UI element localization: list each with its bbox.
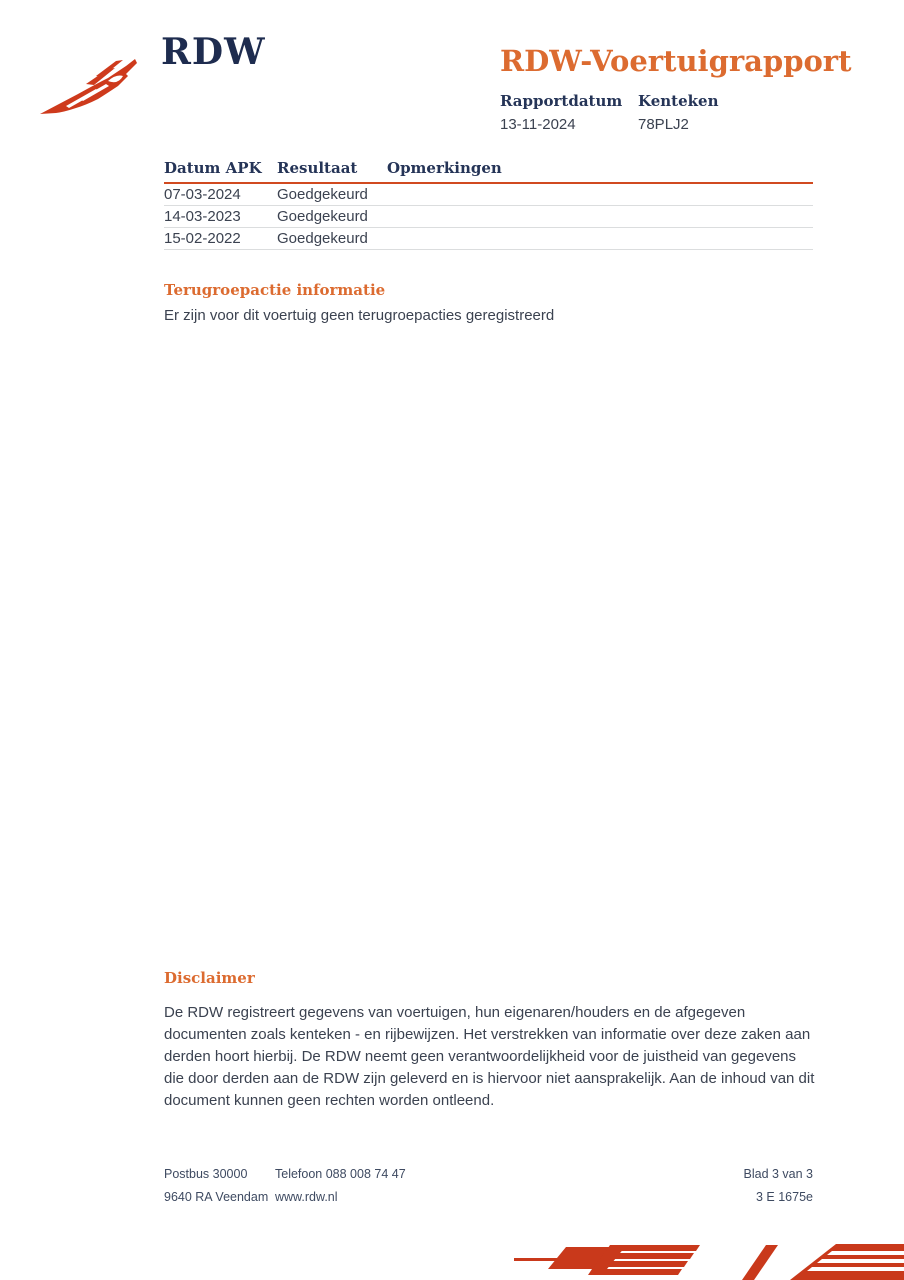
footer-postbus: Postbus 30000 [164, 1167, 248, 1181]
footer-page-number: Blad 3 van 3 [743, 1167, 813, 1181]
report-date-field [500, 92, 638, 133]
cell-resultaat: Goedgekeurd [277, 208, 368, 225]
footer-city: 9640 RA Veendam [164, 1190, 269, 1204]
recall-heading: Terugroepactie informatie [164, 281, 386, 299]
report-date-label: Rapportdatum [500, 92, 623, 110]
cell-resultaat: Goedgekeurd [277, 186, 368, 203]
cell-opmerkingen [387, 228, 813, 249]
cell-opmerkingen [387, 206, 813, 227]
cell-datum: 14-03-2023 [164, 208, 241, 225]
disclaimer-heading: Disclaimer [164, 969, 255, 987]
table-header-row [164, 159, 813, 184]
table-row [164, 206, 813, 228]
footer-page-info [744, 1168, 814, 1214]
apk-history-table [164, 159, 813, 250]
report-date-value: 13-11-2024 [500, 116, 576, 133]
cell-datum: 07-03-2024 [164, 186, 241, 203]
cell-resultaat: Goedgekeurd [277, 230, 368, 247]
footer-website: www.rdw.nl [275, 1190, 338, 1204]
license-plate-value: 78PLJ2 [638, 116, 689, 133]
recall-body-text: Er zijn voor dit voertuig geen terugroepacties geregistreerd [164, 307, 555, 324]
disclaimer-section [164, 969, 816, 1112]
footer-contact [275, 1168, 744, 1214]
license-plate-field [638, 92, 718, 133]
column-header-datum-apk: Datum APK [164, 159, 262, 177]
cell-datum: 15-02-2022 [164, 230, 241, 247]
rdw-feather-icon [38, 56, 144, 118]
disclaimer-body-text: De RDW registreert gegevens van voertuigen, hun eigenaren/houders en de afgegeven documenten zoals kenteken - en rijbewijzen. Het verstrekken van informatie over deze zaken aan derden hoort hierbij. De RDW neemt geen verantwoordelijkheid voor de juistheid van gegevens die door derden aan de RDW zijn geleverd en is hiervoor niet aansprakelijk. Aan de inhoud van dit document kunnen geen rechten worden ontleend. [164, 1004, 815, 1109]
page-footer [164, 1168, 813, 1214]
footer-phone: Telefoon 088 008 74 47 [275, 1167, 406, 1181]
footer-form-code: 3 E 1675e [756, 1190, 813, 1204]
footer-address [164, 1168, 275, 1214]
rdw-logo-text: RDW [161, 31, 266, 73]
cell-opmerkingen [387, 184, 813, 205]
column-header-resultaat: Resultaat [277, 159, 358, 177]
recall-section [164, 281, 816, 324]
table-row [164, 228, 813, 250]
table-row [164, 184, 813, 206]
report-meta [500, 92, 718, 133]
speed-stripes-graphic [514, 1244, 904, 1280]
column-header-opmerkingen: Opmerkingen [387, 159, 502, 177]
license-plate-label: Kenteken [638, 92, 719, 110]
page-title: RDW-Voertuigrapport [500, 44, 852, 78]
